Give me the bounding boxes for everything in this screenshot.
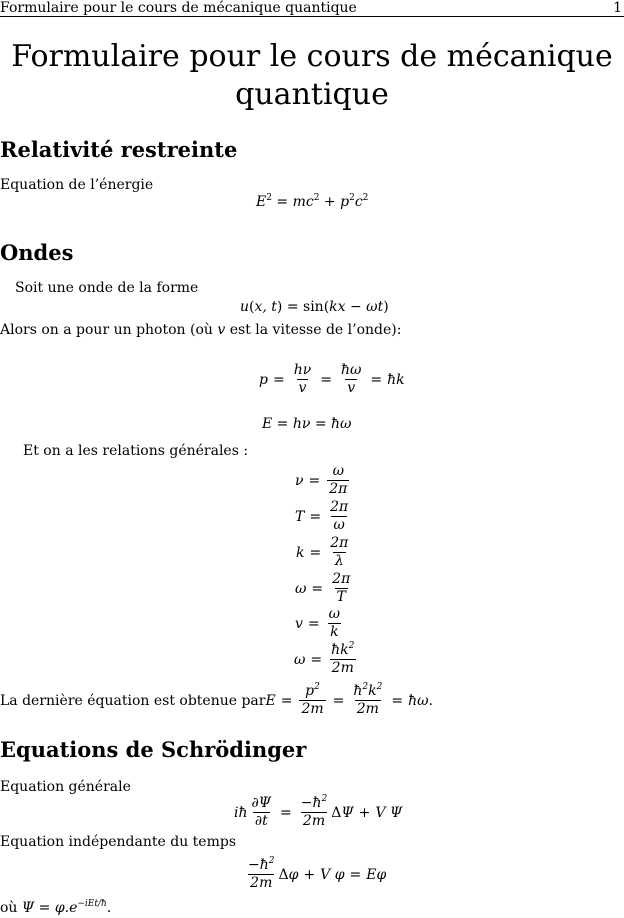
section-heading-ondes: Ondes: [0, 240, 74, 265]
equation-k: k = $\frac{2\pi}{\lambda}$: [296, 535, 349, 569]
document-title: [0, 38, 624, 114]
ou-psi-text: où: [0, 900, 22, 916]
paragraph-eq-indep: Equation indépendante du temps: [0, 834, 236, 850]
document-title-line2: quantique: [235, 77, 389, 112]
equation-periode: T = $\frac{2\pi}{\omega}$: [295, 499, 349, 533]
paragraph-photon: [0, 322, 401, 338]
document-title-line1: Formulaire pour le cours de mécanique: [11, 39, 613, 74]
paragraph-soit-onde: Soit une onde de la forme: [15, 280, 199, 296]
equation-impulsion: p = $\frac{h\nu}{v}$ = $\frac{ħ\omega}{v}$ = ħk: [259, 362, 405, 396]
paragraph-eq-generale: Equation générale: [0, 779, 131, 795]
equation-schrodinger-generale: iħ $\frac{\partial\Psi}{\partial t}$ = $\frac{-ħ^2}{2m}$ Δ Ψ + V Ψ: [234, 794, 403, 829]
section-heading-schrodinger: Equations de Schrödinger: [0, 737, 307, 762]
page-number: 1: [613, 0, 622, 16]
equation-schrodinger-stationnaire: $\frac{-ħ^2}{2m}$ Δ φ + V φ = Eφ: [248, 856, 387, 891]
paragraph-ou-psi: où $\Psi = \varphi.e^{-iEt/ħ}$.: [0, 899, 112, 916]
paragraph-equation-energie: Equation de l’énergie: [0, 177, 154, 193]
equation-energie: $E^2 = mc^2 + p^2c^2$: [256, 193, 369, 210]
paragraph-derniere: La dernière équation est obtenue par E = $\frac{p^2}{2m}$ = $\frac{ħ^2k^2}{2m}$ = ħω .: [0, 682, 433, 717]
photon-end: est la vitesse de l’onde):: [225, 322, 402, 338]
photon-var: v: [217, 322, 226, 338]
equation-v: v = $\frac{\omega}{k}$: [295, 606, 341, 640]
equation-nu: ν = $\frac{\omega}{2\pi}$: [295, 463, 348, 497]
running-header-title: Formulaire pour le cours de mécanique quantique: [0, 0, 357, 16]
paragraph-relations: Et on a les relations générales :: [23, 443, 249, 459]
equation-omega: ω = $\frac{2\pi}{T}$: [295, 571, 351, 605]
derniere-text: La dernière équation est obtenue par: [0, 692, 266, 709]
equation-onde: u(x, t) = sin(kx − ωt): [240, 299, 389, 315]
equation-energie-photon: E = hν = ħω: [262, 416, 352, 432]
photon-intro: Alors on a pour un photon (où: [0, 322, 218, 338]
header-rule: [0, 16, 624, 17]
section-heading-relativite: Relativité restreinte: [0, 137, 238, 162]
equation-omega-dispersion: ω = $\frac{ħk^2}{2m}$: [294, 641, 355, 676]
